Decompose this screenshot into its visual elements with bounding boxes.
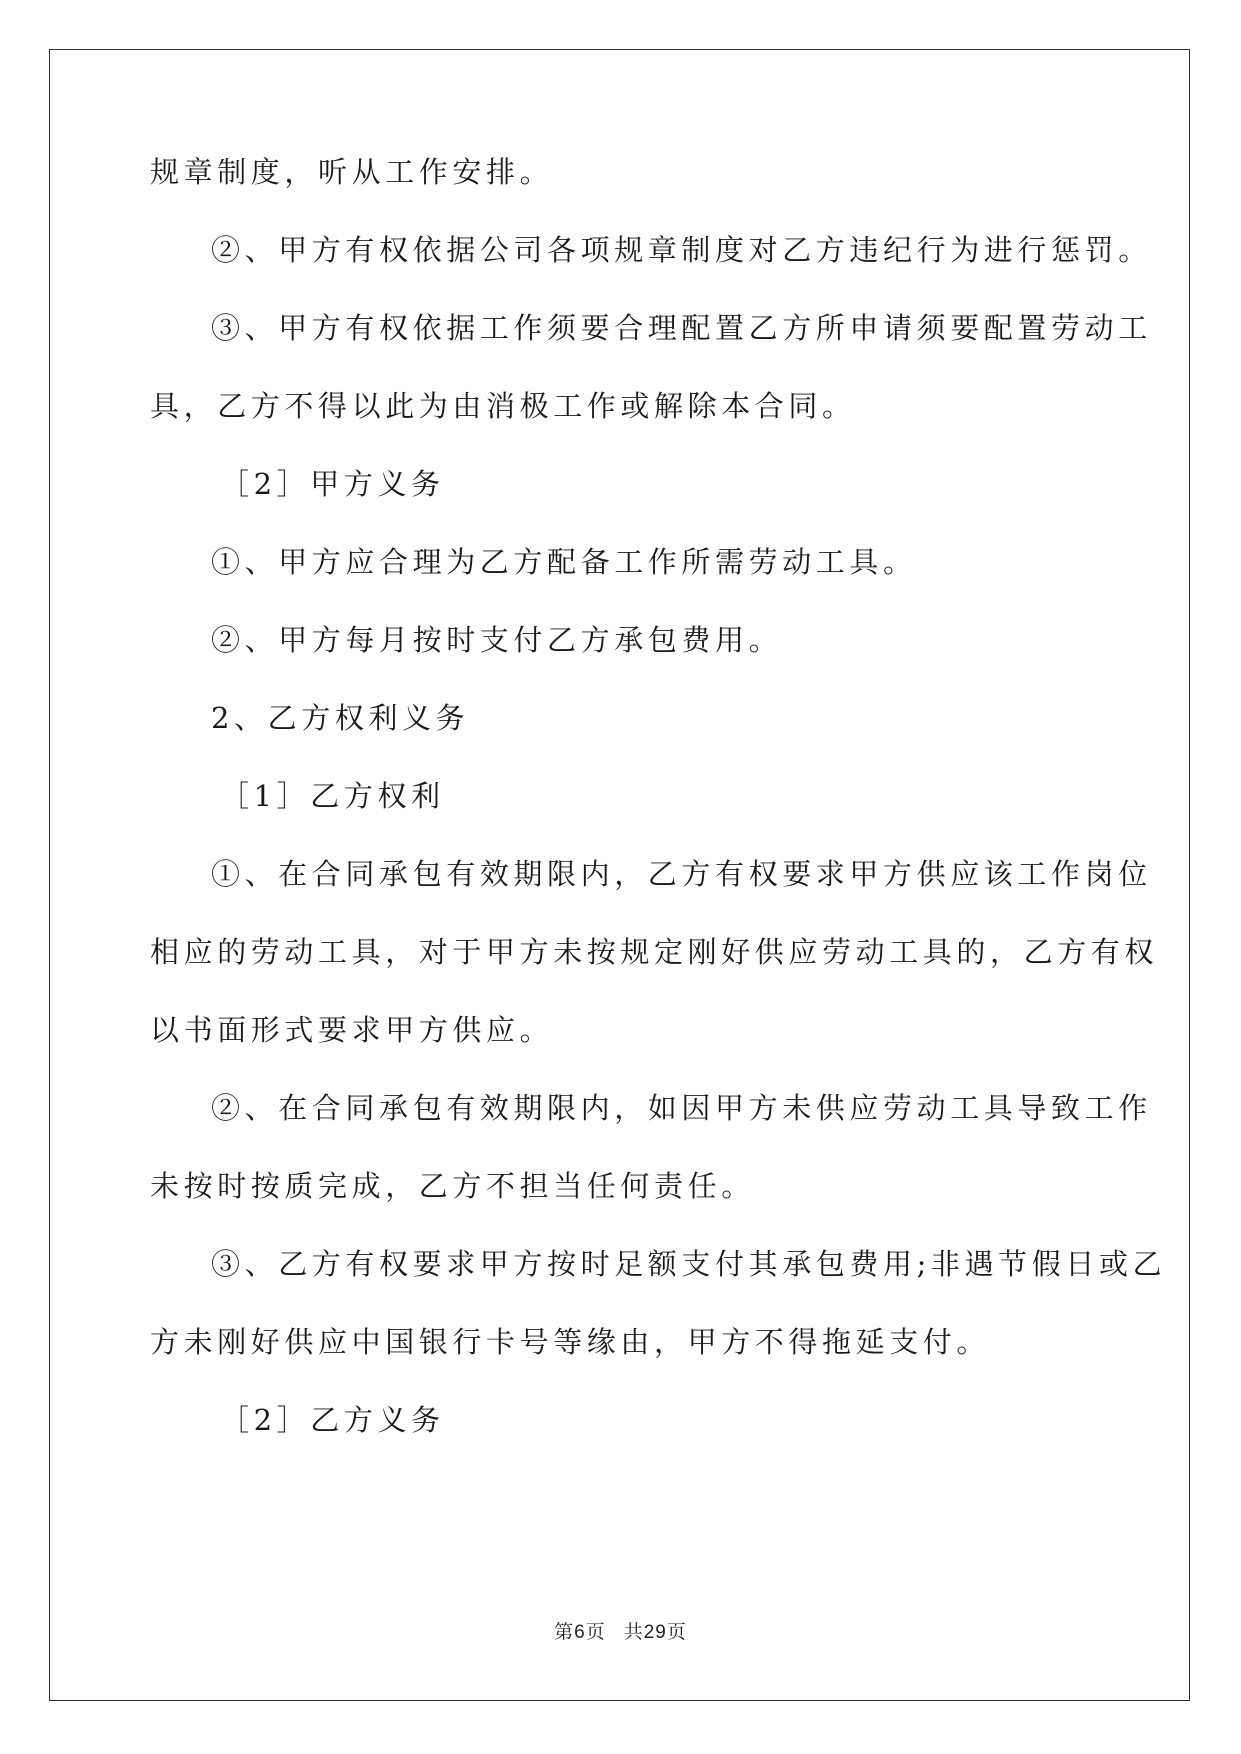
paragraph-line: ②、在合同承包有效期限内，如因甲方未供应劳动工具导致工作 [211,1091,1152,1125]
document-body [150,152,1167,1478]
paragraph-line: ②、甲方每月按时支付乙方承包费用。 [211,623,783,657]
paragraph-line: 相应的劳动工具，对于甲方未按规定刚好供应劳动工具的，乙方有权 [150,935,1159,969]
paragraph-line: 方未刚好供应中国银行卡号等缘由，甲方不得拖延支付。 [150,1325,991,1359]
total-pages: 29 [643,1622,667,1643]
paragraph-line: 以书面形式要求甲方供应。 [150,1013,554,1047]
total-suffix: 页 [666,1621,687,1643]
page-prefix: 第 [554,1621,575,1643]
section-heading: ［1］乙方权利 [220,779,445,813]
paragraph-line: 具，乙方不得以此为由消极工作或解除本合同。 [150,389,856,423]
paragraph-line: 未按时按质完成，乙方不担当任何责任。 [150,1169,755,1203]
paragraph-line: ②、甲方有权依据公司各项规章制度对乙方违纪行为进行惩罚。 [211,233,1152,267]
page-footer [0,1617,1241,1644]
paragraph-line: ①、甲方应合理为乙方配备工作所需劳动工具。 [211,545,917,579]
section-heading: 2、乙方权利义务 [211,701,470,735]
page-number: 6 [574,1622,586,1643]
paragraph-line: ③、甲方有权依据工作须要合理配置乙方所申请须要配置劳动工 [211,311,1152,345]
total-prefix: 共 [623,1621,644,1643]
paragraph-line: ①、在合同承包有效期限内，乙方有权要求甲方供应该工作岗位 [211,857,1152,891]
section-heading: ［2］甲方义务 [220,467,445,501]
section-heading: ［2］乙方义务 [220,1403,445,1437]
page-suffix: 页 [585,1621,606,1643]
paragraph-line: ③、乙方有权要求甲方按时足额支付其承包费用;非遇节假日或乙 [211,1247,1167,1281]
paragraph-line: 规章制度，听从工作安排。 [150,155,554,189]
